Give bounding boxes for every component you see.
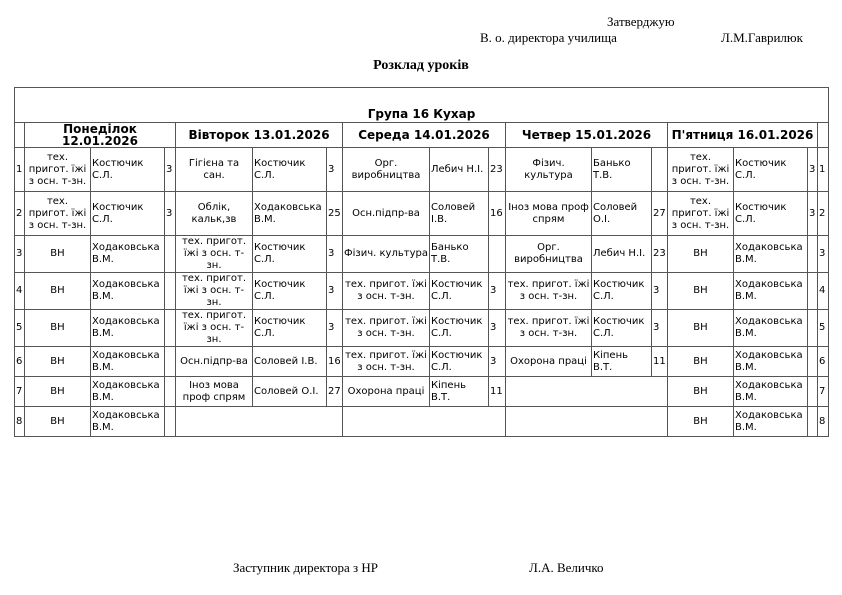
room-cell: 3 xyxy=(489,310,506,347)
teacher-cell: Ходаковська В.М. xyxy=(91,310,165,347)
table-row xyxy=(15,310,829,347)
lesson-number: 2 xyxy=(15,192,25,236)
room-cell: 23 xyxy=(489,148,506,192)
lesson-number-end: 6 xyxy=(818,347,829,377)
subject-cell: тех. пригот. їжі з осн. т-зн. xyxy=(343,273,430,310)
room-cell: 3 xyxy=(327,310,343,347)
deputy-name: Л.А. Величко xyxy=(529,560,604,575)
subject-cell: ВН xyxy=(668,347,734,377)
table-row xyxy=(15,347,829,377)
subject-cell: тех. пригот. їжі з осн. т-зн. xyxy=(176,273,253,310)
teacher-cell: Ходаковська В.М. xyxy=(91,236,165,273)
room-cell: 3 xyxy=(327,273,343,310)
subject-cell: Фізич. культура xyxy=(506,148,592,192)
teacher-cell: Ходаковська В.М. xyxy=(253,192,327,236)
subject-cell: тех. пригот. їжі з осн. т-зн. xyxy=(25,148,91,192)
subject-cell: тех. пригот. їжі з осн. т-зн. xyxy=(668,192,734,236)
teacher-cell: Костючик С.Л. xyxy=(91,148,165,192)
room-cell: 3 xyxy=(327,236,343,273)
subject-cell: Облік, кальк,зв xyxy=(176,192,253,236)
teacher-cell: Костючик С.Л. xyxy=(430,273,489,310)
room-cell xyxy=(652,148,668,192)
room-cell: 3 xyxy=(165,192,176,236)
teacher-cell: Костючик С.Л. xyxy=(253,273,327,310)
teacher-cell: Костючик С.Л. xyxy=(734,148,808,192)
room-cell xyxy=(165,310,176,347)
lesson-number: 8 xyxy=(15,407,25,437)
room-cell: 3 xyxy=(652,310,668,347)
table-row xyxy=(15,273,829,310)
teacher-cell: Ходаковська В.М. xyxy=(734,273,808,310)
deputy-position: Заступник директора з НР xyxy=(233,560,379,575)
subject-cell: Орг. виробництва xyxy=(506,236,592,273)
empty-cell xyxy=(506,407,668,437)
teacher-cell: Ходаковська В.М. xyxy=(91,377,165,407)
subject-cell: ВН xyxy=(668,377,734,407)
room-cell: 3 xyxy=(489,347,506,377)
subject-cell: ВН xyxy=(668,236,734,273)
room-cell xyxy=(165,377,176,407)
lesson-number-end: 3 xyxy=(818,236,829,273)
teacher-cell: Соловей І.В. xyxy=(253,347,327,377)
subject-cell: тех. пригот. їжі з осн. т-зн. xyxy=(506,273,592,310)
subject-cell: ВН xyxy=(25,310,91,347)
day-header-friday: П'ятниця 16.01.2026 xyxy=(668,123,818,148)
room-cell xyxy=(808,407,818,437)
group-title: Група 16 Кухар xyxy=(15,88,829,123)
teacher-cell: Кіпень В.Т. xyxy=(592,347,652,377)
teacher-cell: Костючик С.Л. xyxy=(253,236,327,273)
subject-cell: ВН xyxy=(25,407,91,437)
teacher-cell: Ходаковська В.М. xyxy=(91,407,165,437)
room-cell: 3 xyxy=(652,273,668,310)
table-row xyxy=(15,236,829,273)
lesson-number-end: 2 xyxy=(818,192,829,236)
teacher-cell: Костючик С.Л. xyxy=(91,192,165,236)
lesson-number-end: 1 xyxy=(818,148,829,192)
subject-cell: Іноз мова проф спрям xyxy=(176,377,253,407)
teacher-cell: Соловей О.І. xyxy=(253,377,327,407)
teacher-cell: Лебич Н.І. xyxy=(592,236,652,273)
teacher-cell: Кіпень В.Т. xyxy=(430,377,489,407)
page-title: Розклад уроків xyxy=(373,58,469,73)
subject-cell: тех. пригот. їжі з осн. т-зн. xyxy=(343,310,430,347)
table-row xyxy=(15,148,829,192)
subject-cell: Охорона праці xyxy=(506,347,592,377)
lesson-number: 4 xyxy=(15,273,25,310)
empty-cell xyxy=(506,377,668,407)
room-cell xyxy=(489,236,506,273)
subject-cell: Осн.підпр-ва xyxy=(176,347,253,377)
room-cell xyxy=(808,310,818,347)
teacher-cell: Костючик С.Л. xyxy=(253,310,327,347)
approval-label: Затверджую xyxy=(607,14,675,29)
teacher-cell: Лебич Н.І. xyxy=(430,148,489,192)
lesson-number: 1 xyxy=(15,148,25,192)
room-cell: 3 xyxy=(489,273,506,310)
table-row xyxy=(15,377,829,407)
room-cell: 27 xyxy=(652,192,668,236)
room-cell: 23 xyxy=(652,236,668,273)
subject-cell: ВН xyxy=(25,377,91,407)
room-cell xyxy=(808,236,818,273)
subject-cell: Іноз мова проф спрям xyxy=(506,192,592,236)
day-header-wednesday: Середа 14.01.2026 xyxy=(343,123,506,148)
room-cell xyxy=(808,273,818,310)
room-cell: 11 xyxy=(652,347,668,377)
table-row xyxy=(15,192,829,236)
teacher-cell: Костючик С.Л. xyxy=(430,347,489,377)
room-cell xyxy=(165,347,176,377)
subject-cell: тех. пригот. їжі з осн. т-зн. xyxy=(343,347,430,377)
subject-cell: ВН xyxy=(25,236,91,273)
lesson-number-end: 5 xyxy=(818,310,829,347)
subject-cell: ВН xyxy=(668,310,734,347)
room-cell: 16 xyxy=(489,192,506,236)
subject-cell: ВН xyxy=(668,407,734,437)
subject-cell: ВН xyxy=(25,347,91,377)
teacher-cell: Ходаковська В.М. xyxy=(734,310,808,347)
teacher-cell: Костючик С.Л. xyxy=(253,148,327,192)
teacher-cell: Ходаковська В.М. xyxy=(734,407,808,437)
teacher-cell: Ходаковська В.М. xyxy=(91,347,165,377)
lesson-number-end: 7 xyxy=(818,377,829,407)
empty-cell xyxy=(343,407,506,437)
schedule-table xyxy=(14,87,829,437)
teacher-cell: Костючик С.Л. xyxy=(430,310,489,347)
teacher-cell: Костючик С.Л. xyxy=(734,192,808,236)
teacher-cell: Ходаковська В.М. xyxy=(734,377,808,407)
teacher-cell: Ходаковська В.М. xyxy=(734,236,808,273)
lesson-number: 5 xyxy=(15,310,25,347)
room-cell: 3 xyxy=(327,148,343,192)
subject-cell: тех. пригот. їжі з осн. т-зн. xyxy=(176,236,253,273)
room-cell: 3 xyxy=(808,192,818,236)
subject-cell: тех. пригот. їжі з осн. т-зн. xyxy=(668,148,734,192)
day-header-tuesday: Вівторок 13.01.2026 xyxy=(176,123,343,148)
teacher-cell: Ходаковська В.М. xyxy=(734,347,808,377)
day-header-monday: Понеділок 12.01.2026 xyxy=(25,123,176,148)
room-cell: 25 xyxy=(327,192,343,236)
empty-cell xyxy=(176,407,343,437)
subject-cell: Орг. виробництва xyxy=(343,148,430,192)
teacher-cell: Костючик С.Л. xyxy=(592,273,652,310)
table-row xyxy=(15,407,829,437)
lesson-number-end: 8 xyxy=(818,407,829,437)
subject-cell: тех. пригот. їжі з осн. т-зн. xyxy=(25,192,91,236)
room-cell: 11 xyxy=(489,377,506,407)
room-cell xyxy=(165,236,176,273)
subject-cell: Фізич. культура xyxy=(343,236,430,273)
room-cell xyxy=(165,273,176,310)
director-name: Л.М.Гаврилюк xyxy=(721,30,803,45)
subject-cell: ВН xyxy=(668,273,734,310)
room-cell xyxy=(808,377,818,407)
corner-cell xyxy=(15,123,25,148)
teacher-cell: Соловей І.В. xyxy=(430,192,489,236)
subject-cell: ВН xyxy=(25,273,91,310)
subject-cell: Осн.підпр-ва xyxy=(343,192,430,236)
room-cell: 27 xyxy=(327,377,343,407)
subject-cell: тех. пригот. їжі з осн. т-зн. xyxy=(176,310,253,347)
room-cell xyxy=(165,407,176,437)
director-position: В. о. директора училища xyxy=(480,30,617,45)
subject-cell: тех. пригот. їжі з осн. т-зн. xyxy=(506,310,592,347)
subject-cell: Гігієна та сан. xyxy=(176,148,253,192)
day-header-thursday: Четвер 15.01.2026 xyxy=(506,123,668,148)
teacher-cell: Соловей О.І. xyxy=(592,192,652,236)
room-cell: 3 xyxy=(808,148,818,192)
room-cell: 3 xyxy=(165,148,176,192)
teacher-cell: Банько Т.В. xyxy=(592,148,652,192)
lesson-number: 6 xyxy=(15,347,25,377)
corner-cell-end xyxy=(818,123,829,148)
lesson-number: 7 xyxy=(15,377,25,407)
subject-cell: Охорона праці xyxy=(343,377,430,407)
teacher-cell: Банько Т.В. xyxy=(430,236,489,273)
teacher-cell: Ходаковська В.М. xyxy=(91,273,165,310)
lesson-number-end: 4 xyxy=(818,273,829,310)
lesson-number: 3 xyxy=(15,236,25,273)
room-cell: 16 xyxy=(327,347,343,377)
teacher-cell: Костючик С.Л. xyxy=(592,310,652,347)
room-cell xyxy=(808,347,818,377)
